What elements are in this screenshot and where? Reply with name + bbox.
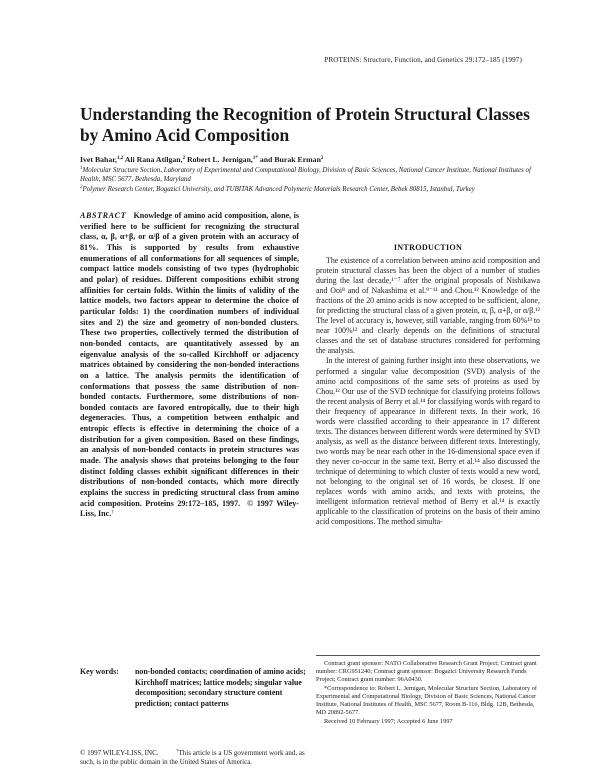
copyright-marker: †: [111, 510, 114, 516]
affiliation-marker: 2: [80, 185, 83, 190]
footnote-correspondence: *Correspondence to: Robert L. Jernigan, Molecular Structure Section, Laboratory of Experimental and Computational Biology, Division of Basic Sciences, National Cancer Institute, National Institutes of Health, MSC 5677, Room B-116, Bldg. 12B, Bethesda, MD 20892-5677.: [316, 685, 537, 716]
affiliation-text: Polymer Research Center, Bogazici University, and TUBITAK Advanced Polymeric Materials Research Center, Bebek 80815, Istanbul, Turkey: [82, 186, 475, 193]
abstract: [80, 211, 299, 520]
abstract-copyright: © 1997 Wiley-Liss, Inc.: [80, 498, 299, 519]
article-title: Understanding the Recognition of Protein Structural Classes by Amino Acid Composition: [80, 104, 530, 145]
section-heading-introduction: INTRODUCTION: [393, 243, 463, 252]
running-head: PROTEINS: Structure, Function, and Genetics 29:172–185 (1997): [324, 56, 522, 64]
author-name: and Burak Erman: [257, 155, 321, 164]
affiliation-text: Molecular Structure Section, Laboratory of Experimental and Computational Biology, Division of Basic Sciences, National Cancer Institute, National Institutes of Health, MSC 5677, Bethesda, Maryland: [80, 167, 531, 183]
introduction-body: [316, 256, 540, 527]
author-name: Ali Rana Atilgan,: [123, 155, 183, 164]
copyright-marker: †: [176, 749, 179, 754]
keywords-text: non-bonded contacts; coordination of amino acids; Kirchhoff matrices; lattice models; singular value decomposition; secondary structure content prediction; contact patterns: [135, 667, 306, 708]
abstract-text: Knowledge of amino acid composition, alone, is verified here to be sufficient for recognizing the structural class, α, β, α+β, or α/β of a given protein with an accuracy of 81%. This is supported by results from exhaustive enumerations of all conformations for all sequences of simple, compact lattice models consisting of two types (hydrophobic and polar) of residues. Different compositions exhibit strong affinities for certain folds. Within the limits of validity of the lattice models, two factors appear to determine the choice of particular folds: 1) the coordination numbers of individual sites and 2) the size and geometry of non-bonded clusters. These two properties, collectively termed the distribution of non-bonded contacts, are quantitatively assessed by an eigenvalue analysis of the so-called Kirchhoff or adjacency matrices obtained by considering the non-bonded interactions on a lattice. The analysis permits the identification of conformations that possess the same distribution of non-bonded contacts. Furthermore, some distributions of non-bonded contacts are favored entropically, due to their high degeneracies. Thus, a competition between enthalpic and entropic effects is effective in determining the choice of a distribution for a given composition. Based on these findings, an analysis of non-bonded contacts in protein structures was made. The analysis shows that proteins belonging to the four distinct folding classes exhibit significant differences in their distributions of non-bonded contacts, which more directly explains the success in predicting structural class from amino acid composition. Proteins 29:172–185, 1997.: [80, 211, 300, 508]
author-name: Ivet Bahar,: [80, 155, 117, 164]
author-affiliation-marker: 1,2: [116, 156, 124, 161]
keywords-label: Key words:: [80, 667, 119, 676]
author-list: [80, 155, 540, 164]
footnote-dates: Received 10 February 1997; Accepted 6 June 1997: [324, 718, 453, 725]
author-affiliation-marker: 2: [320, 156, 324, 161]
author-name: Robert L. Jernigan,: [185, 155, 253, 164]
author-affiliation-marker: 1*: [252, 156, 258, 161]
copyright-statement: This article is a US government work and, as such, is in the public domain in the United States of America.: [80, 749, 305, 766]
affiliation: [80, 166, 550, 184]
copyright-holder: © 1997 WILEY-LISS, INC.: [80, 749, 159, 757]
paragraph: The existence of a correlation between amino acid composition and protein structural classes has been the object of a number of studies during the last decade,¹⁻⁷ after the original proposals of Nishikawa and Ooi⁸ and of Nakashima et al.⁹⁻¹¹ and Chou.¹² Knowledge of the fractions of the 20 amino acids is now accepted to be sufficient, alone, for predicting the structural class of a given protein, α, β, α+β, or α/β.¹² The level of accuracy is, however, still variable, ranging from 60%¹³ to near 100%¹² and clearly depends on the definitions of structural classes and the set of database structures considered for performing the analysis.: [316, 256, 540, 356]
paragraph: In the interest of gaining further insight into these observations, we performed a singular value decomposition (SVD) analysis of the amino acid compositions of the same sets of proteins as used by Chou.¹² Our use of the SVD technique for classifying proteins follows the recent analysis of Berry et al.¹⁴ for classifying words with regard to their frequency of appearance in different texts. In their work, 16 words were classified according to their appearance in 17 different texts. The distances between different words were determined by SVD analysis, as well as the distance between different texts. Interestingly, two words may be near each other in the 16-dimensional space even if they never co-occur in the same text. Berry et al.¹⁴ also discussed the technique of determining to which cluster of texts would a new word, not belonging to the original set of 16 words, be closest. If one replaces words with amino acids, and texts with proteins, the intelligent information retrieval method of Berry et al.¹⁴ is exactly applicable to the classification of proteins on the basis of their amino acid compositions. The method simulta-: [316, 356, 541, 527]
affiliation-marker: 1: [80, 166, 83, 171]
abstract-label: ABSTRACT: [80, 211, 127, 220]
affiliation: [80, 185, 550, 194]
author-affiliation-marker: 2: [182, 156, 186, 161]
copyright-notice: [80, 749, 310, 766]
footnotes: [316, 655, 540, 727]
footnote-grant: Contract grant sponsor: NATO Collaborative Research Grant Project; Contract grant number: CRG951240; Contract grant sponsor: Bogazici University Research Funds Project; Contract grant number: 96A0430.: [316, 660, 537, 683]
